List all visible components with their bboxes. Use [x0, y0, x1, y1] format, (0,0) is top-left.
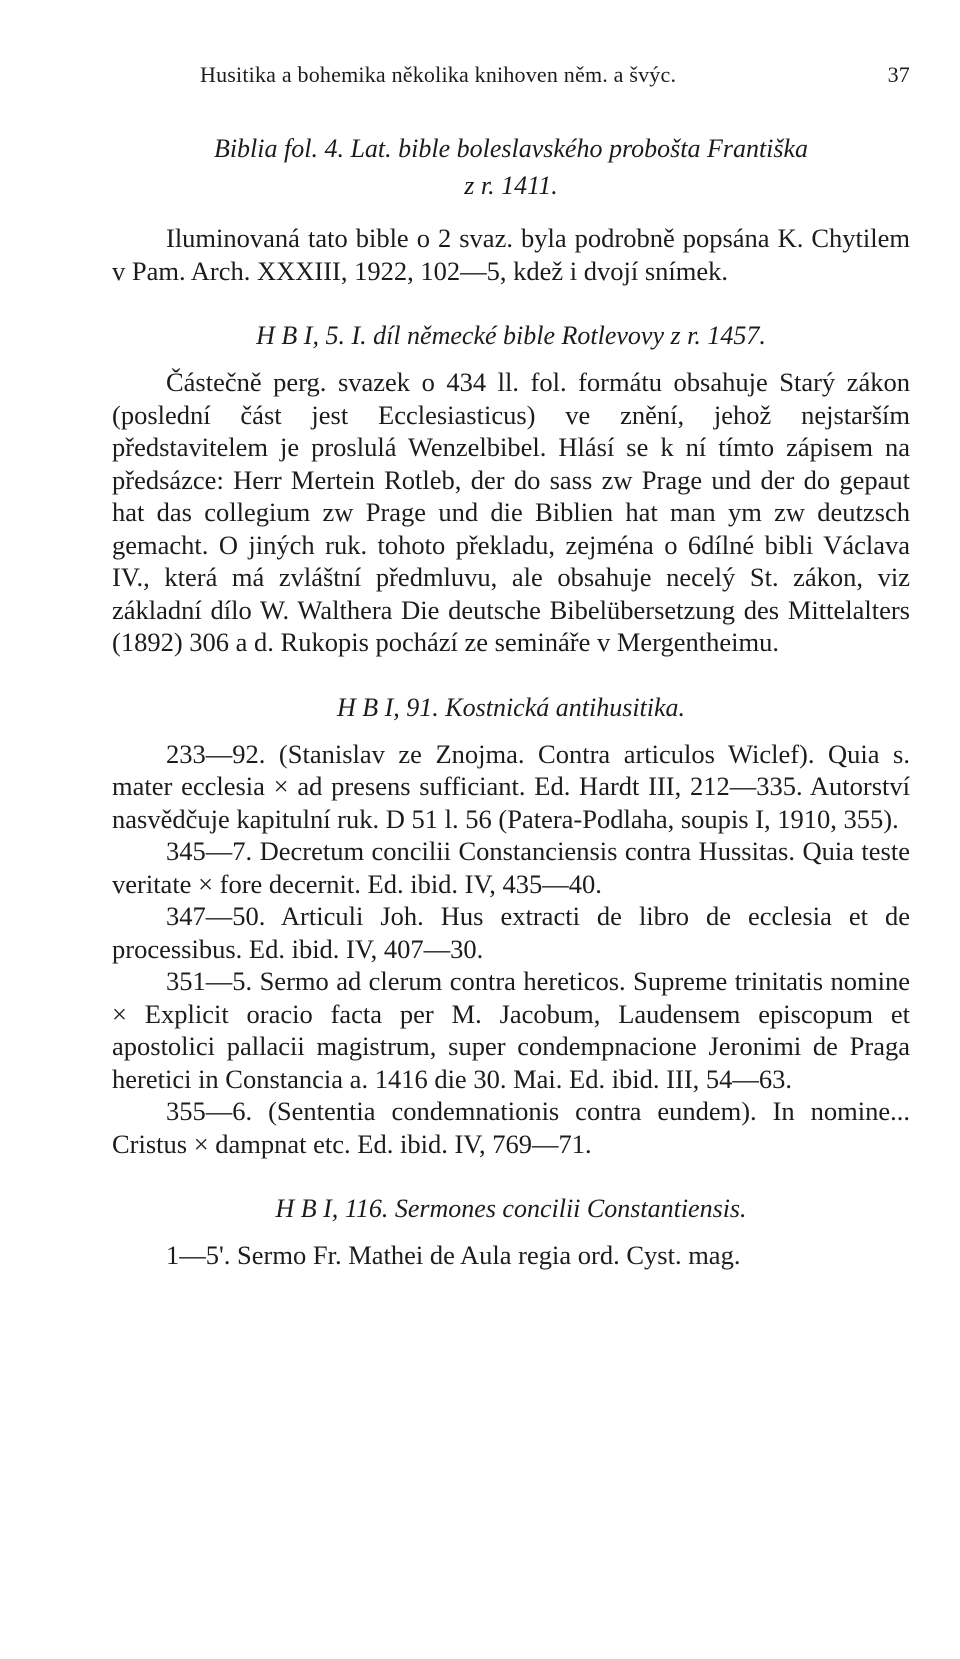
page-number: 37	[887, 62, 910, 87]
paragraph: 351—5. Sermo ad clerum contra hereticos. Supreme trinitatis nomine × Explicit oracio facta per M. Jacobum, Laudensem episcopum et apostolici pallacii magistrum, super condempnacione Jeronimi de Praga heretici in Constancia a. 1416 die 30. Mai. Ed. ibid. III, 54—63.	[112, 966, 910, 1094]
paragraph: 1—5'. Sermo Fr. Mathei de Aula regia ord. Cyst. mag.	[166, 1240, 741, 1270]
heading-line: Biblia fol. 4. Lat. bible boleslavského probošta Františka	[213, 134, 809, 163]
paragraph: 233—92. (Stanislav ze Znojma. Contra articulos Wiclef). Quia s. mater ecclesia × ad presens sufficiant. Ed. Hardt III, 212—335. Autorství nasvědčuje kapitulní ruk. D 51 l. 56 (Patera-Podlaha, soupis I, 1910, 355).	[112, 738, 910, 834]
paragraph: 355—6. (Sententia condemnationis contra eundem). In nomine... Cristus × dampnat etc. Ed. ibid. IV, 769—71.	[112, 1096, 910, 1159]
paragraph: 345—7. Decretum concilii Constanciensis contra Hussitas. Quia teste veritate × fore decernit. Ed. ibid. IV, 435—40.	[112, 836, 910, 899]
section-heading-biblia	[112, 130, 910, 204]
section-heading-antihusitika: H B I, 91. Kostnická antihusitika.	[336, 692, 686, 722]
running-head-title: Husitika a bohemika několika knihoven něm. a švýc.	[200, 62, 677, 87]
paragraph: 347—50. Articuli Joh. Hus extracti de libro de ecclesia et de processibus. Ed. ibid. IV, 407—30.	[112, 901, 910, 964]
section-heading-rotlev: H B I, 5. I. díl německé bible Rotlevovy z r. 1457.	[256, 321, 766, 350]
paragraph: Částečně perg. svazek o 434 ll. fol. formátu obsahuje Starý zákon (poslední část jest Ecclesiasticus) ve znění, jehož nejstarším představitelem je proslulá Wenzelbibel. Hlásí se k ní tímto zápisem na předsázce: Herr Mertein Rotleb, der do sass zw Prage und der do gepaut hat das collegium zw Prage und die Biblien hat man ym zw deutzsch gemacht. O jiných ruk. tohoto překladu, zejména o 6dílné bibli Václava IV., která má zvláštní předmluvu, ale obsahuje necelý St. zákon, viz základní dílo W. Walthera Die deutsche Bibelübersetzung des Mittelalters (1892) 306 a d. Rukopis pochází ze semináře v Mergentheimu.	[112, 367, 910, 657]
section-heading-sermones: H B I, 116. Sermones concilii Constantiensis.	[275, 1194, 747, 1223]
heading-line: z r. 1411.	[464, 171, 558, 200]
running-head	[112, 62, 910, 94]
paragraph: Iluminovaná tato bible o 2 svaz. byla podrobně popsána K. Chytilem v Pam. Arch. XXXIII, 1922, 102—5, kdež i dvojí snímek.	[112, 223, 910, 286]
